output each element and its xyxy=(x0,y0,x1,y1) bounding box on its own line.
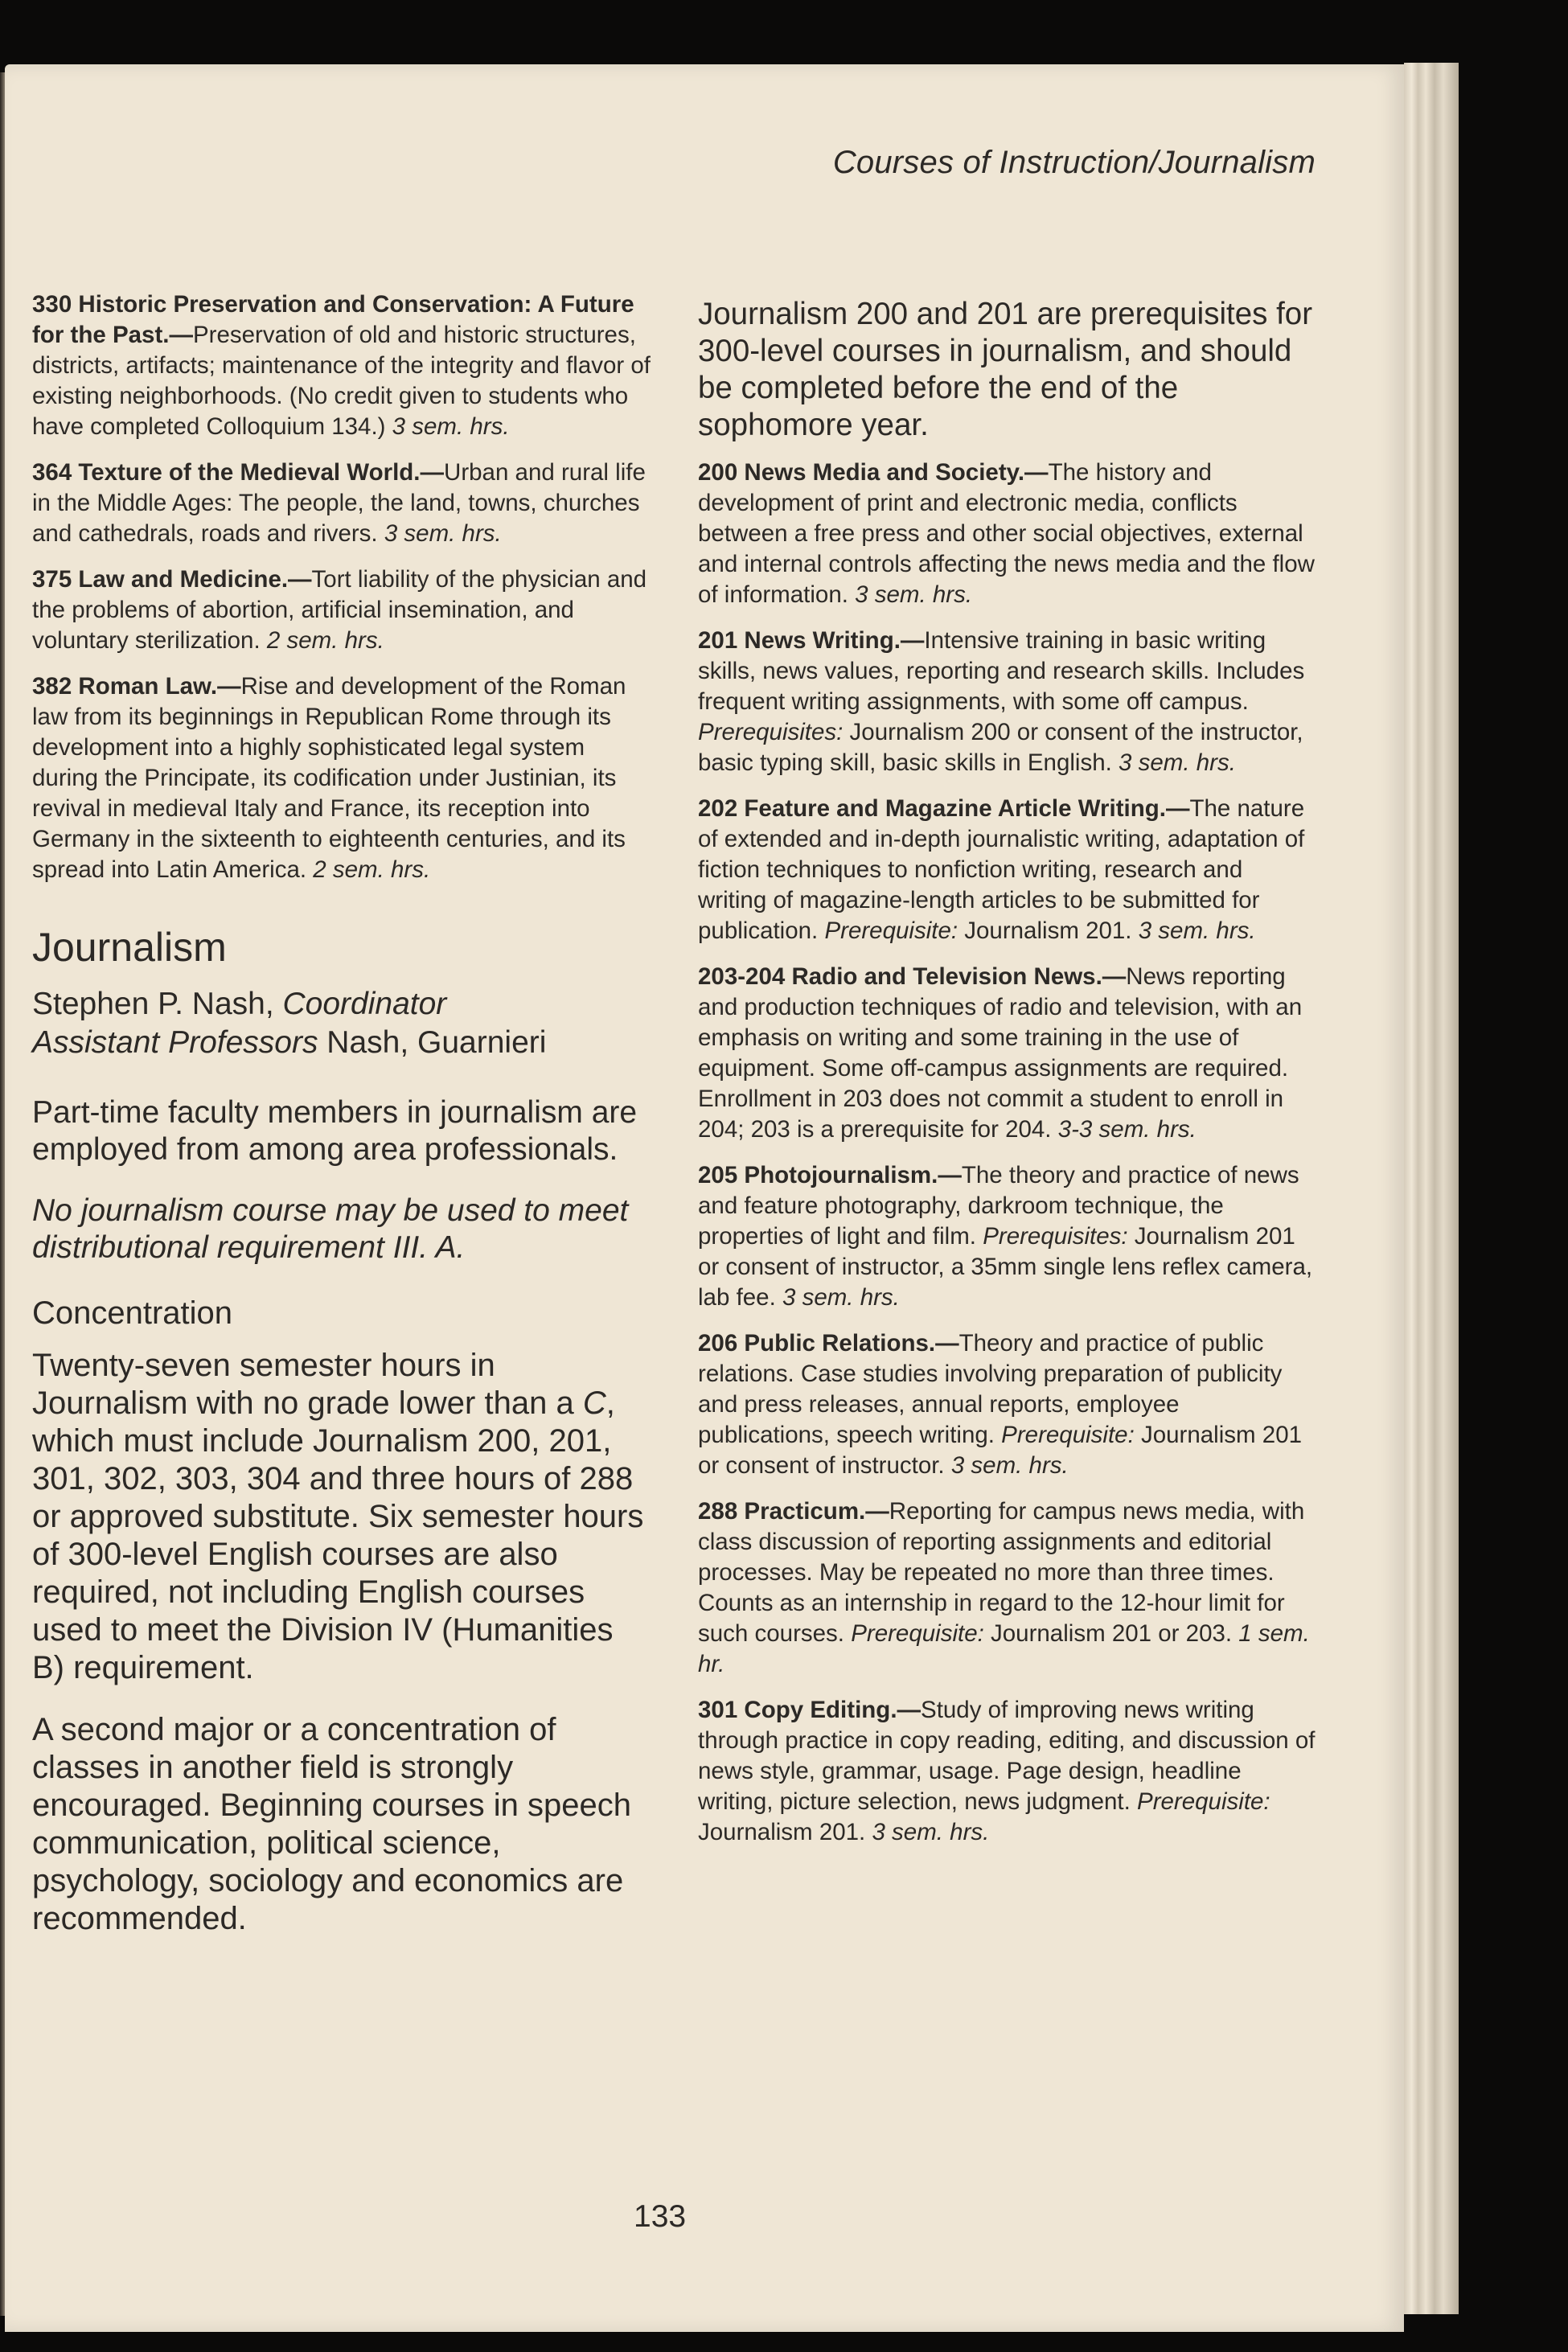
course-entry xyxy=(698,794,1317,946)
course-description: News reporting and production techniques of radio and television, with an emphasis on writing and some training in the use of equipment. Some off-campus assignments are required. Enrollment in 203 does not commit a student to enroll in 204; 203 is a prerequisite for 204. xyxy=(698,963,1303,1143)
concentration-text-part: , which must include Journalism 200, 201, 301, 302, 303, 304 and three hours of 288 or approved substitute. Six semester hours of 300-level English courses are also required, not including English courses used to meet the Division IV (Humanities B) requirement. xyxy=(32,1385,644,1685)
course-credit: 3 sem. hrs. xyxy=(950,1452,1069,1479)
course-description: Theory and practice of public relations. Case studies involving preparation of publicity and press releases, annual reports, employee publications, speech writing. xyxy=(698,1330,1283,1448)
assistant-names: Nash, Guarnieri xyxy=(318,1025,547,1060)
coordinator-title: Coordinator xyxy=(282,987,447,1021)
course-entry xyxy=(32,671,651,885)
prerequisite-text: Journalism 201 or consent of instructor, a 35mm single lens reflex camera, lab fee. xyxy=(698,1223,1313,1311)
part-time-note: Part-time faculty members in journalism are employed from among area professionals. xyxy=(32,1095,638,1167)
course-entry xyxy=(698,1328,1317,1481)
course-entry xyxy=(32,289,651,442)
course-title: 200 News Media and Society.— xyxy=(698,459,1049,486)
course-credit: 3 sem. hrs. xyxy=(384,520,502,547)
section-heading-journalism: Journalism xyxy=(32,925,227,970)
course-credit: 3 sem. hrs. xyxy=(1119,749,1236,776)
course-title: 330 Historic Preservation and Conservation: A Future for the Past.— xyxy=(32,291,634,348)
course-title: 382 Roman Law.— xyxy=(32,673,241,700)
prerequisite-label: Prerequisites: xyxy=(983,1223,1128,1250)
course-title: 206 Public Relations.— xyxy=(698,1330,959,1357)
concentration-heading: Concentration xyxy=(32,1295,233,1331)
left-course-list xyxy=(32,289,651,885)
course-description: Intensive training in basic writing skills, news values, reporting and research skills. Includes frequent writing assignments, with some off campus. xyxy=(698,627,1305,715)
course-entry xyxy=(698,1160,1317,1313)
coordinator-name: Stephen P. Nash, xyxy=(32,987,283,1021)
course-credit: 3 sem. hrs. xyxy=(1138,917,1256,944)
course-description: The history and development of print and electronic media, conflicts between a free press and other social objectives, external and internal controls affecting the news media and the flow of information. xyxy=(698,459,1315,608)
right-column xyxy=(698,296,1317,1863)
page-number: 133 xyxy=(634,2199,687,2234)
course-entry xyxy=(698,626,1317,778)
course-entry xyxy=(698,1496,1317,1680)
concentration-text-part: Twenty-seven semester hours in Journalism with no grade lower than a xyxy=(32,1348,583,1421)
course-credit: 1 sem. hr. xyxy=(698,1620,1310,1677)
second-major-note: A second major or a concentration of classes in another field is strongly encouraged. Beginning courses in speech communication, political science, psychology, sociology and economics are recommended. xyxy=(32,1712,631,1936)
course-credit: 3 sem. hrs. xyxy=(872,1819,990,1845)
course-title: 288 Practicum.— xyxy=(698,1498,889,1525)
course-description: Tort liability of the physician and the problems of abortion, artificial insemination, and voluntary sterilization. xyxy=(32,566,647,654)
prerequisite-label: Prerequisite: xyxy=(1001,1422,1135,1448)
course-title: 201 News Writing.— xyxy=(698,627,925,654)
coordinator-line xyxy=(32,985,651,1024)
concentration-grade: C xyxy=(582,1385,606,1421)
course-description: Preservation of old and historic structures, districts, artifacts; maintenance of the integrity and flavor of existing neighborhoods. (No credit given to students who have completed Colloquium 134.) xyxy=(32,322,651,440)
course-credit: 3 sem. hrs. xyxy=(782,1284,900,1311)
course-title: 364 Texture of the Medieval World.— xyxy=(32,459,445,486)
course-entry xyxy=(32,458,651,549)
prerequisite-label: Prerequisites: xyxy=(698,719,844,745)
course-description: The nature of extended and in-depth journalistic writing, adaptation of fiction techniques to nonfiction writing, research and writing of magazine-length articles to be submitted for publication. xyxy=(698,795,1305,944)
faculty-list xyxy=(32,985,651,1062)
course-description: Rise and development of the Roman law from its beginnings in Republican Rome through its development into a highly sophisticated legal system during the Principate, its codification under Justinian, its revival in medieval Italy and France, its reception into Germany in the sixteenth to eighteenth centuries, and its spread into Latin America. xyxy=(32,673,626,883)
course-credit: 2 sem. hrs. xyxy=(266,627,384,654)
course-credit: 3 sem. hrs. xyxy=(392,413,510,440)
prerequisite-label: Prerequisite: xyxy=(824,917,958,944)
prerequisite-label: Prerequisite: xyxy=(851,1620,984,1647)
prerequisite-text: Journalism 200 or consent of the instructor, basic typing skill, basic skills in English. xyxy=(698,719,1303,776)
assistant-line xyxy=(32,1024,651,1062)
course-description: Study of improving news writing through practice in copy reading, editing, and discussion of news style, grammar, usage. Page design, headline writing, picture selection, news judgment. xyxy=(698,1697,1316,1815)
course-title: 202 Feature and Magazine Article Writing.— xyxy=(698,795,1190,822)
course-credit: 3 sem. hrs. xyxy=(855,581,973,608)
course-entry xyxy=(698,962,1317,1145)
distributional-note: No journalism course may be used to meet distributional requirement III. A. xyxy=(32,1193,629,1265)
course-title: 205 Photojournalism.— xyxy=(698,1162,962,1188)
prerequisite-text: Journalism 201. xyxy=(698,1819,872,1845)
prerequisite-text: Journalism 201. xyxy=(958,917,1139,944)
prerequisite-text: Journalism 201 or consent of instructor. xyxy=(698,1422,1303,1479)
left-column xyxy=(32,289,651,1962)
course-entry xyxy=(698,458,1317,610)
course-title: 375 Law and Medicine.— xyxy=(32,566,312,593)
course-description: Reporting for campus news media, with class discussion of reporting assignments and editorial processes. May be repeated no more than three times. Counts as an internship in regard to the 12-hour limit for such courses. xyxy=(698,1498,1305,1647)
assistant-title: Assistant Professors xyxy=(32,1025,318,1060)
course-title: 203-204 Radio and Television News.— xyxy=(698,963,1127,990)
course-entry xyxy=(32,564,651,656)
prerequisite-text: Journalism 201 or 203. xyxy=(983,1620,1239,1647)
course-title: 301 Copy Editing.— xyxy=(698,1697,922,1723)
concentration-text xyxy=(32,1347,651,1687)
course-credit: 3-3 sem. hrs. xyxy=(1057,1116,1197,1143)
right-course-list xyxy=(698,458,1317,1848)
prerequisite-intro: Journalism 200 and 201 are prerequisites for 300-level courses in journalism, and should be completed before the end of the sophomore year. xyxy=(698,297,1313,442)
course-credit: 2 sem. hrs. xyxy=(313,856,431,883)
course-description: Urban and rural life in the Middle Ages: The people, the land, towns, churches and cathedrals, roads and rivers. xyxy=(32,459,646,547)
page-stack-edges xyxy=(1404,63,1459,2314)
prerequisite-label: Prerequisite: xyxy=(1137,1788,1270,1815)
running-head: Courses of Instruction/Journalism xyxy=(832,145,1316,180)
course-description: The theory and practice of news and feature photography, darkroom technique, the properties of light and film. xyxy=(698,1162,1299,1250)
course-entry xyxy=(698,1695,1317,1848)
